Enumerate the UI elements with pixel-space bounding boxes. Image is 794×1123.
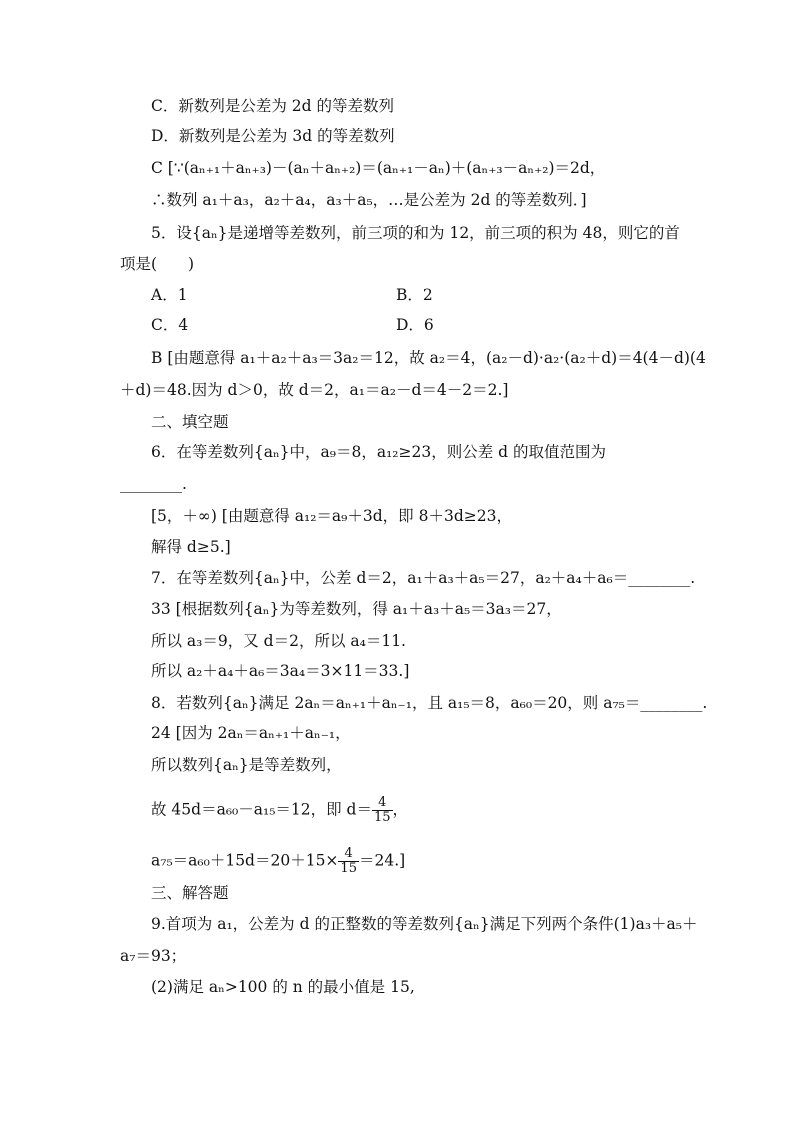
answer-5-line-2: ＋d)＝48.因为 d＞0，故 d＝2，a₁＝a₂－d＝4－2＝2.] <box>120 381 509 399</box>
answer-6-line-2: 解得 d≥5.] <box>151 538 231 556</box>
answer-5-line-1: B [由题意得 a₁＋a₂＋a₃＝3a₂＝12，故 a₂＝4，(a₂－d)·a₂·(a₂＋d)＝4(4－d)(4 <box>151 349 706 367</box>
option-c-line: C．新数列是公差为 2d 的等差数列 <box>151 97 394 115</box>
section-heading-fill-in: 二、填空题 <box>151 413 229 431</box>
option-c: C．4 <box>151 316 189 334</box>
answer-6-line-1: [5，＋∞) [由题意得 a₁₂＝a₉＋3d，即 8＋3d≥23， <box>151 507 512 525</box>
question-6-blank: ________. <box>120 475 187 493</box>
fraction-numerator: 4 <box>378 795 387 810</box>
fraction-denominator: 15 <box>340 861 357 876</box>
option-d-line: D．新数列是公差为 3d 的等差数列 <box>151 127 395 145</box>
answer-8-line-4-tail: ＝24.] <box>358 851 406 870</box>
answer-8-line-3-tail: ， <box>392 800 409 819</box>
answer-8-line-1: 24 [因为 2aₙ＝aₙ₊₁＋aₙ₋₁， <box>151 724 351 742</box>
question-9-line-1: 9.首项为 a₁，公差为 d 的正整数的等差数列{aₙ}满足下列两个条件(1)a₃＋a₅＋ <box>151 915 698 933</box>
fraction-denominator: 15 <box>373 810 391 825</box>
answer-8-line-2: 所以数列{aₙ}是等差数列， <box>151 756 342 774</box>
option-d: D．6 <box>396 316 434 334</box>
question-9-line-3: (2)满足 aₙ>100 的 n 的最小值是 15, <box>151 978 415 996</box>
answer-4-line-1: C [∵(aₙ₊₁＋aₙ₊₃)－(aₙ＋aₙ₊₂)＝(aₙ₊₁－aₙ)＋(aₙ₊₃－aₙ₊₂)＝2d， <box>151 159 606 177</box>
answer-8-line-4-text: a₇₅＝a₆₀＋15d＝20＋15× <box>151 851 339 870</box>
fraction-4-15-b <box>338 847 359 876</box>
option-b: B．2 <box>396 286 433 304</box>
fraction-numerator: 4 <box>344 846 353 861</box>
answer-8-line-4 <box>151 847 405 876</box>
fraction-4-15 <box>372 796 393 825</box>
answer-4-line-2: ∴数列 a₁＋a₃，a₂＋a₄，a₃＋a₅，…是公差为 2d 的等差数列．] <box>151 191 587 209</box>
question-8: 8．若数列{aₙ}满足 2aₙ＝aₙ₊₁＋aₙ₋₁，且 a₁₅＝8，a₆₀＝20，则 a₇₅＝________. <box>151 694 708 712</box>
answer-7-line-2: 所以 a₃＝9，又 d＝2，所以 a₄＝11. <box>151 632 406 650</box>
question-5-line-1: 5．设{aₙ}是递增等差数列，前三项的和为 12，前三项的积为 48，则它的首 <box>151 224 680 242</box>
question-6-line-1: 6．在等差数列{aₙ}中，a₉＝8，a₁₂≥23，则公差 d 的取值范围为 <box>151 443 607 461</box>
option-a: A．1 <box>151 286 188 304</box>
question-7: 7．在等差数列{aₙ}中，公差 d＝2，a₁＋a₃＋a₅＝27，a₂＋a₄＋a₆＝________. <box>151 569 696 587</box>
question-5-line-2: 项是( ) <box>120 255 195 273</box>
question-9-line-2: a₇＝93； <box>120 947 187 965</box>
answer-8-line-3 <box>151 796 408 825</box>
answer-7-line-3: 所以 a₂＋a₄＋a₆＝3a₄＝3×11＝33.] <box>151 662 410 680</box>
answer-7-line-1: 33 [根据数列{aₙ}为等差数列，得 a₁＋a₃＋a₅＝3a₃＝27， <box>151 600 562 618</box>
section-heading-answer: 三、解答题 <box>151 884 229 902</box>
answer-8-line-3-text: 故 45d＝a₆₀－a₁₅＝12，即 d＝ <box>151 800 372 819</box>
question-5-options-row-2 <box>151 315 434 335</box>
question-5-options-row-1 <box>151 285 433 305</box>
